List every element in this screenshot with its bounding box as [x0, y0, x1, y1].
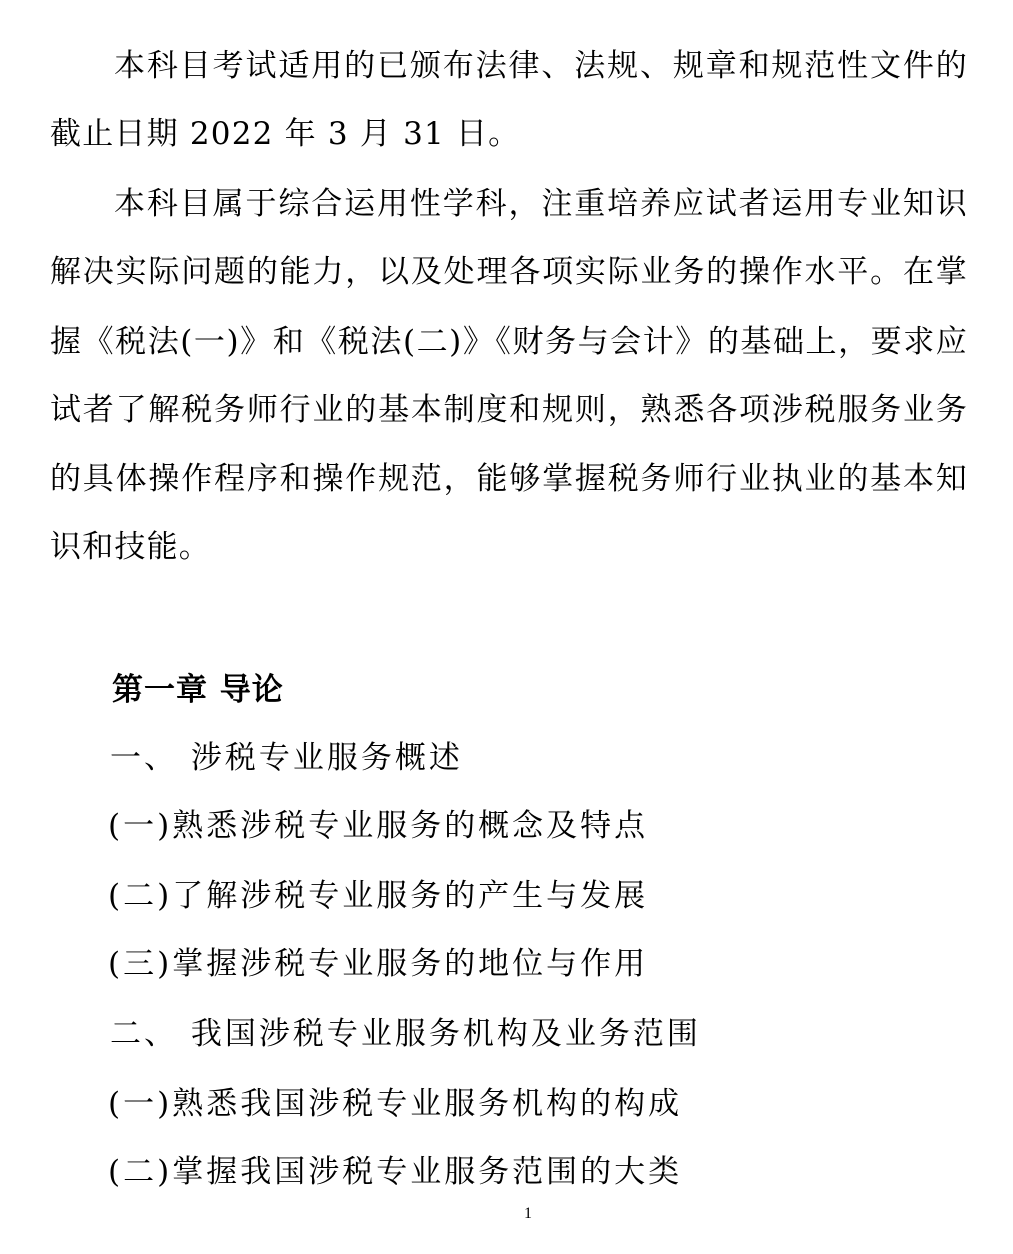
- outline-item: (一)熟悉涉税专业服务的概念及特点: [108, 808, 649, 844]
- outline-item: (二)了解涉税专业服务的产生与发展: [108, 878, 649, 914]
- paragraph-line: 本科目属于综合运用性学科，注重培养应试者运用专业知识: [114, 186, 968, 222]
- section-title: 一、 涉税专业服务概述: [110, 740, 463, 776]
- paragraph-line: 截止日期 2022 年 3 月 31 日。: [50, 116, 521, 152]
- paragraph-line: 解决实际问题的能力，以及处理各项实际业务的操作水平。在掌: [50, 254, 968, 290]
- outline-item: (三)掌握涉税专业服务的地位与作用: [108, 946, 649, 982]
- paragraph-line: 握《税法(一)》和《税法(二)》《财务与会计》的基础上，要求应: [50, 324, 968, 360]
- outline-item: (一)熟悉我国涉税专业服务机构的构成: [108, 1086, 683, 1122]
- paragraph-line: 的具体操作程序和操作规范，能够掌握税务师行业执业的基本知: [50, 461, 968, 497]
- outline-item: (二)掌握我国涉税专业服务范围的大类: [108, 1154, 683, 1190]
- section-title: 二、 我国涉税专业服务机构及业务范围: [110, 1016, 701, 1052]
- paragraph-line: 识和技能。: [50, 529, 211, 565]
- paragraph-line: 本科目考试适用的已颁布法律、法规、规章和规范性文件的: [114, 48, 968, 84]
- chapter-title: 第一章 导论: [112, 672, 284, 708]
- page-number: 1: [524, 1205, 532, 1222]
- paragraph-line: 试者了解税务师行业的基本制度和规则，熟悉各项涉税服务业务: [50, 392, 968, 428]
